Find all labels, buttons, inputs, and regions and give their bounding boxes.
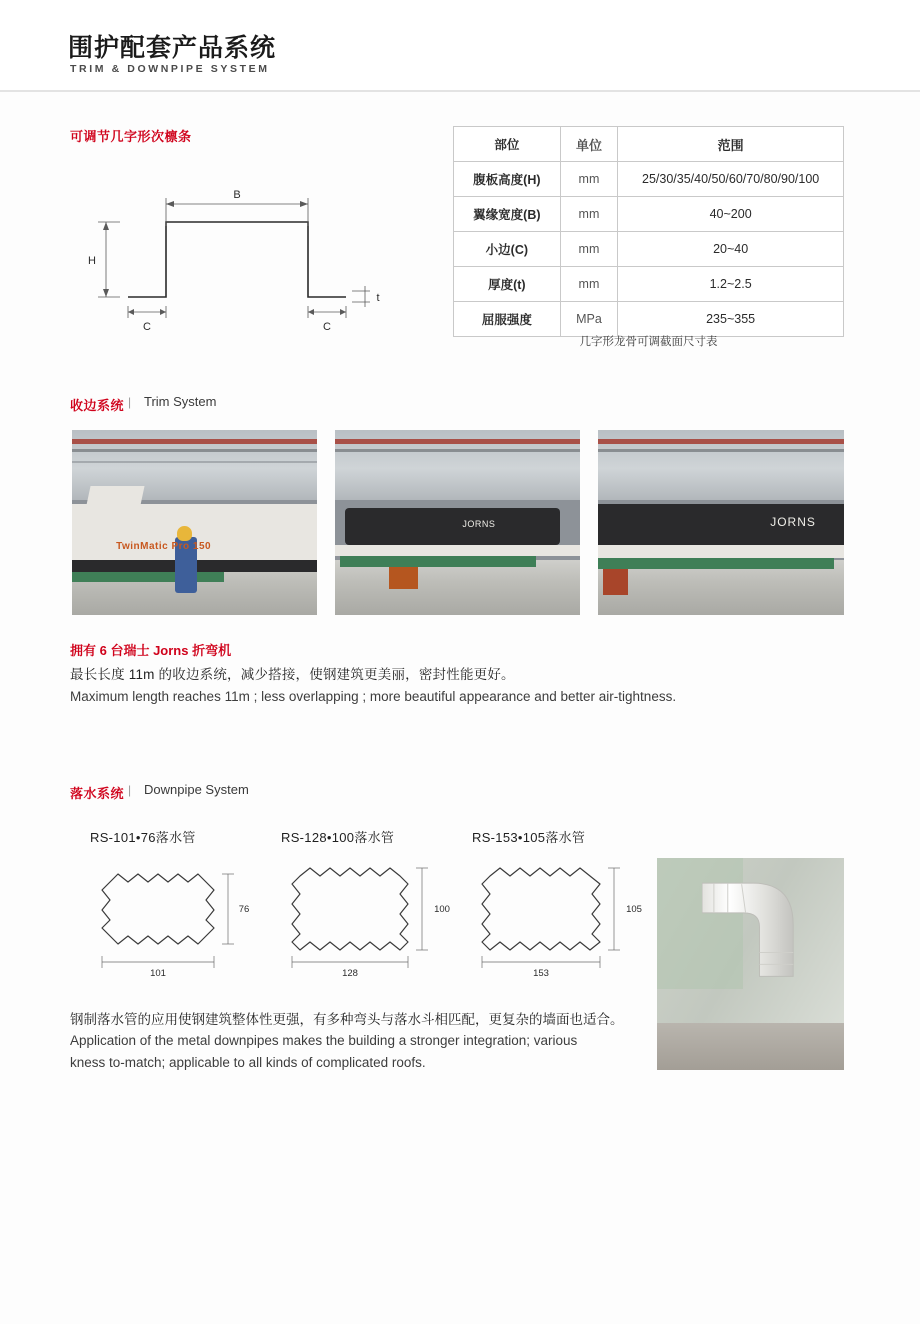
spec-table [453,126,844,337]
photo-conveyor [340,556,536,567]
downpipe-drawing-2 [266,858,461,978]
table-row [454,232,844,267]
cell-unit: MPa [560,302,618,337]
section-title-downpipe-cn: 落水系统 [70,786,125,801]
trim-photo-1 [72,430,317,615]
cell-range: 20~40 [618,232,844,267]
trim-text-cn: 最长长度 11m 的收边系统，减少搭接，使钢建筑更美丽，密封性能更好。 [70,667,515,682]
downpipe-drawing-3 [458,858,653,978]
cell-range: 235~355 [618,302,844,337]
section-title-profile: 可调节几字形次檩条 [70,129,192,144]
downpipe-drawing-1 [72,858,262,978]
svg-text:H: H [88,255,96,267]
photo-floor [335,560,580,616]
downpipe-text-en-line2: kness to-match; applicable to all kinds of complicated roofs. [70,1054,426,1070]
table-row [454,162,844,197]
profile-drawing [70,160,430,340]
table-row [454,197,844,232]
photo-elbow-graphic [702,879,801,977]
downpipe-title-3: RS-153•105落水管 [472,830,586,845]
page-footer-space [0,1300,920,1324]
photo-machine-label: JORNS [770,515,816,530]
section-title-downpipe-en: Downpipe System [144,782,249,797]
photo-machine-label: JORNS [462,518,496,529]
page-title: 围护配套产品系统 [68,34,277,62]
cell-part: 翼缘宽度(B) [454,197,561,232]
cell-unit: mm [560,267,618,302]
downpipe-height-3: 105 [626,904,642,915]
header-divider [0,90,920,92]
table-row [454,302,844,337]
photo-machine-body [345,508,561,545]
photo-roofline [72,449,317,452]
cell-part: 小边(C) [454,232,561,267]
downpipe-title-1: RS-101•76落水管 [90,830,196,845]
section-separator-downpipe: | [128,783,132,797]
section-title-trim-cn: 收边系统 [70,398,125,413]
downpipe-width-2: 128 [342,968,358,978]
photo-roofline [335,449,580,452]
table-row [454,267,844,302]
downpipe-width-1: 101 [150,968,166,978]
cell-unit: mm [560,162,618,197]
cell-range: 25/30/35/40/50/60/70/80/90/100 [618,162,844,197]
photo-machine-hopper [83,486,144,519]
page-subtitle: TRIM & DOWNPIPE SYSTEM [70,63,270,75]
cell-unit: mm [560,232,618,267]
section-separator-trim: | [128,395,132,409]
svg-text:B: B [233,189,241,201]
downpipe-width-3: 153 [533,968,549,978]
table-header-unit: 单位 [560,127,618,162]
downpipe-photo [657,858,844,1070]
photo-roofline-secondary [72,461,317,463]
trim-text-en: Maximum length reaches 11m ; less overlapping ; more beautiful appearance and better air-tightness. [70,689,677,704]
section-title-trim-en: Trim System [144,394,217,409]
photo-red-beam [72,439,317,444]
photo-machine-rail [598,545,844,558]
cell-part: 厚度(t) [454,267,561,302]
svg-text:C: C [143,321,151,333]
downpipe-height-1: 76 [238,904,250,915]
photo-cart [603,569,628,595]
table-header-part: 部位 [454,127,561,162]
photo-machine-rail [335,545,580,556]
cell-part: 屈服强度 [454,302,561,337]
svg-text:C: C [323,321,331,333]
trim-photo-3 [598,430,844,615]
downpipe-text-en [70,1030,640,1073]
svg-text:t: t [376,292,380,304]
table-header-range: 范围 [618,127,844,162]
cell-part: 腹板高度(H) [454,162,561,197]
downpipe-text-cn: 钢制落水管的应用使钢建筑整体性更强，有多种弯头与落水斗相匹配，更复杂的墙面也适合。 [70,1012,624,1027]
photo-red-beam [335,439,580,444]
photo-machine-label: TwinMatic Pro 150 [116,541,212,552]
photo-conveyor [72,572,224,581]
photo-floor [657,1023,844,1070]
photo-worker-helmet [177,526,192,541]
downpipe-height-2: 100 [434,904,450,915]
downpipe-title-2: RS-128•100落水管 [281,830,395,845]
trim-highlight-text: 拥有 6 台瑞士 Jorns 折弯机 [70,643,232,658]
photo-roofline [598,449,844,452]
table-header-row [454,127,844,162]
photo-conveyor [598,558,834,569]
photo-red-beam [598,439,844,444]
table-caption: 几字形龙骨可调截面尺寸表 [579,336,718,348]
cell-range: 40~200 [618,197,844,232]
trim-photo-2 [335,430,580,615]
cell-unit: mm [560,197,618,232]
page-header [0,0,920,92]
photo-cart [389,567,418,589]
downpipe-text-en-line1: Application of the metal downpipes makes the building a stronger integration; various [70,1033,578,1048]
cell-range: 1.2~2.5 [618,267,844,302]
